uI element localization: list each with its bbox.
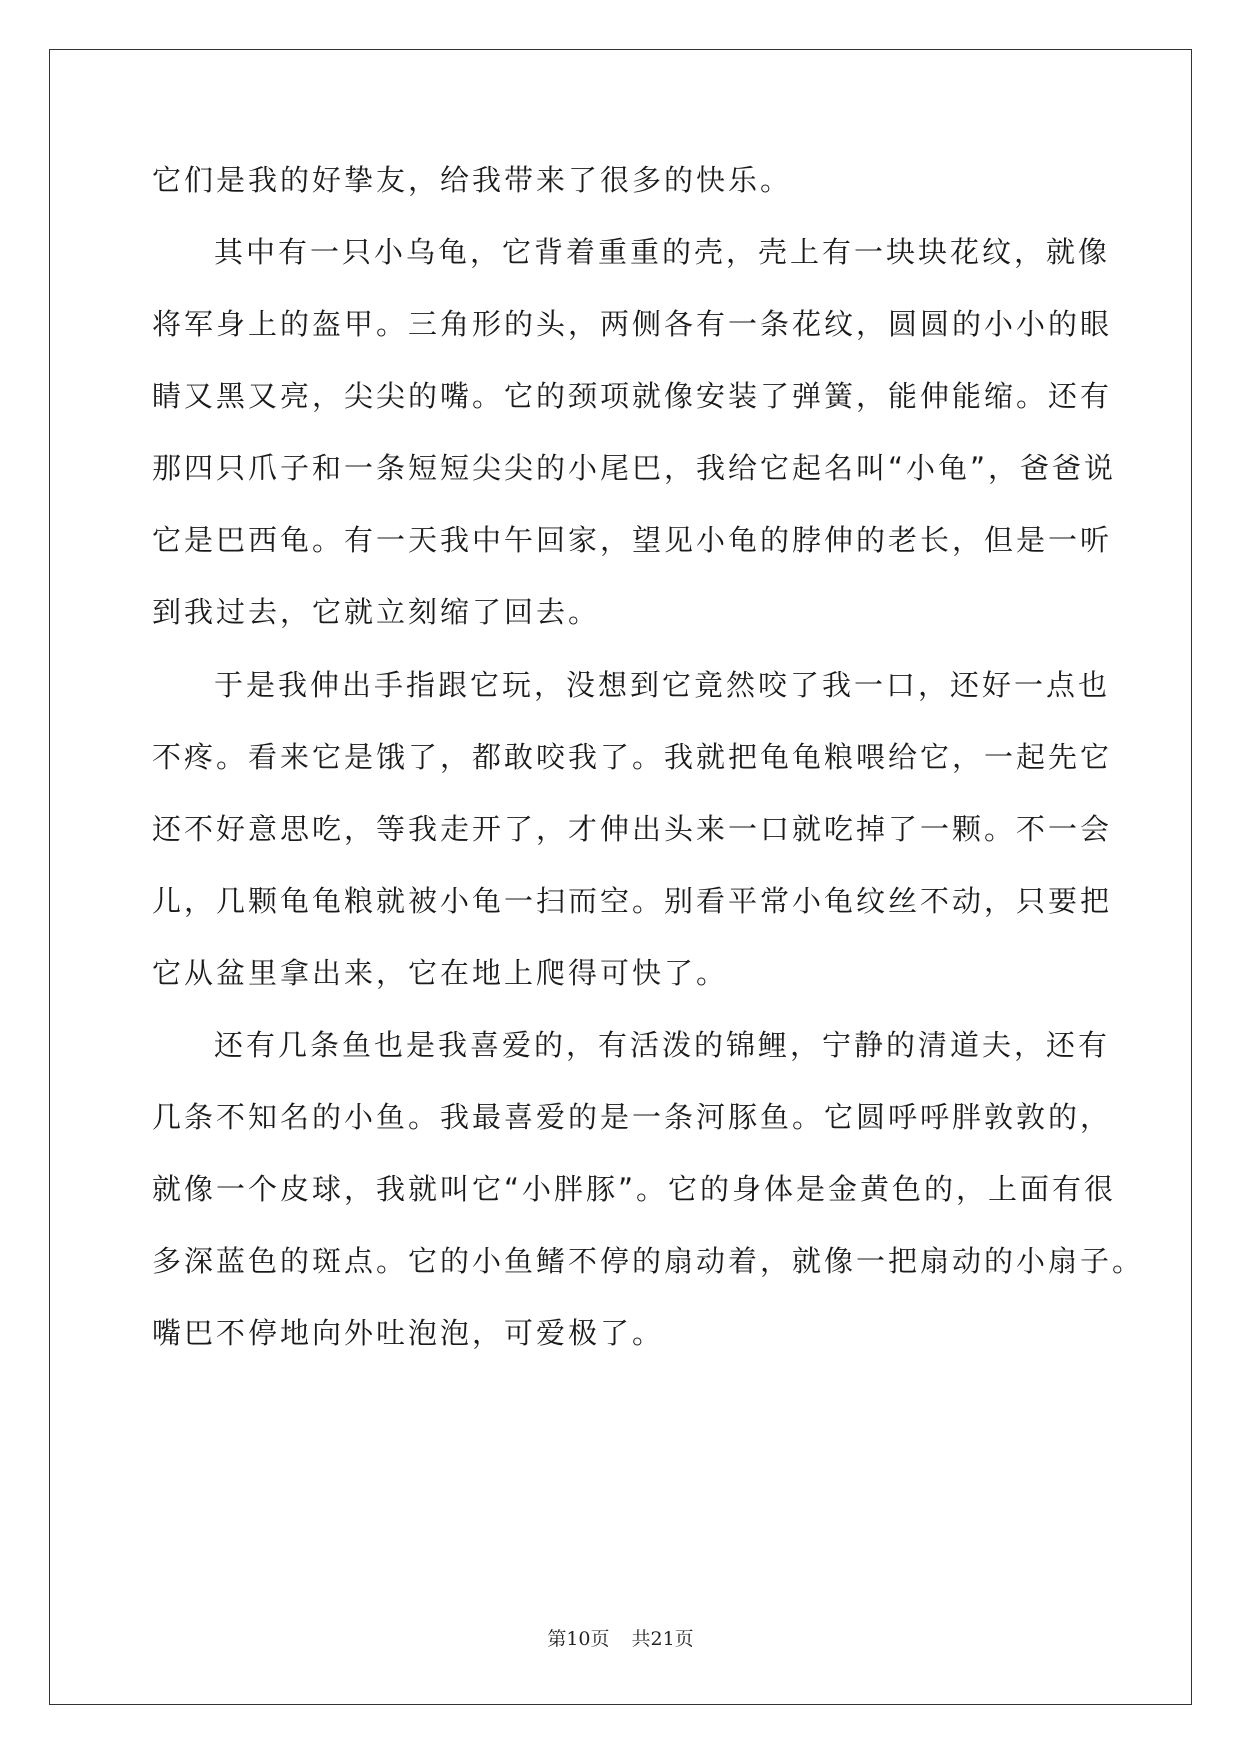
current-page-number: 第10页 <box>547 1628 610 1650</box>
paragraph-start-line: 于是我伸出手指跟它玩，没想到它竟然咬了我一口，还好一点也 <box>214 668 1111 702</box>
text-line: 睛又黑又亮，尖尖的嘴。它的颈项就像安装了弹簧，能伸能缩。还有 <box>152 379 1113 413</box>
total-page-count: 共21页 <box>631 1628 694 1650</box>
text-line: 儿，几颗龟龟粮就被小龟一扫而空。别看平常小龟纹丝不动，只要把 <box>152 884 1113 918</box>
text-line: 多深蓝色的斑点。它的小鱼鳍不停的扇动着，就像一把扇动的小扇子。 <box>152 1244 1145 1278</box>
text-line: 还不好意思吃，等我走开了，才伸出头来一口就吃掉了一颗。不一会 <box>152 812 1113 846</box>
text-line: 嘴巴不停地向外吐泡泡，可爱极了。 <box>152 1316 665 1350</box>
text-line: 它们是我的好挚友，给我带来了很多的快乐。 <box>152 163 793 197</box>
text-line: 它是巴西龟。有一天我中午回家，望见小龟的脖伸的老长，但是一听 <box>152 523 1113 557</box>
text-line: 那四只爪子和一条短短尖尖的小尾巴，我给它起名叫“小龟”，爸爸说 <box>152 451 1117 485</box>
text-line: 几条不知名的小鱼。我最喜爱的是一条河豚鱼。它圆呼呼胖敦敦的， <box>152 1100 1113 1134</box>
text-line: 到我过去，它就立刻缩了回去。 <box>152 595 601 629</box>
text-line: 就像一个皮球，我就叫它“小胖豚”。它的身体是金黄色的，上面有很 <box>152 1172 1117 1206</box>
paragraph-start-line: 还有几条鱼也是我喜爱的，有活泼的锦鲤，宁静的清道夫，还有 <box>214 1028 1111 1062</box>
page-footer <box>0 1624 1241 1651</box>
text-line: 它从盆里拿出来，它在地上爬得可快了。 <box>152 956 729 990</box>
text-line: 将军身上的盔甲。三角形的头，两侧各有一条花纹，圆圆的小小的眼 <box>152 307 1113 341</box>
page-border <box>49 49 1192 1705</box>
paragraph-start-line: 其中有一只小乌龟，它背着重重的壳，壳上有一块块花纹，就像 <box>214 235 1111 269</box>
text-line: 不疼。看来它是饿了，都敢咬我了。我就把龟龟粮喂给它，一起先它 <box>152 740 1113 774</box>
